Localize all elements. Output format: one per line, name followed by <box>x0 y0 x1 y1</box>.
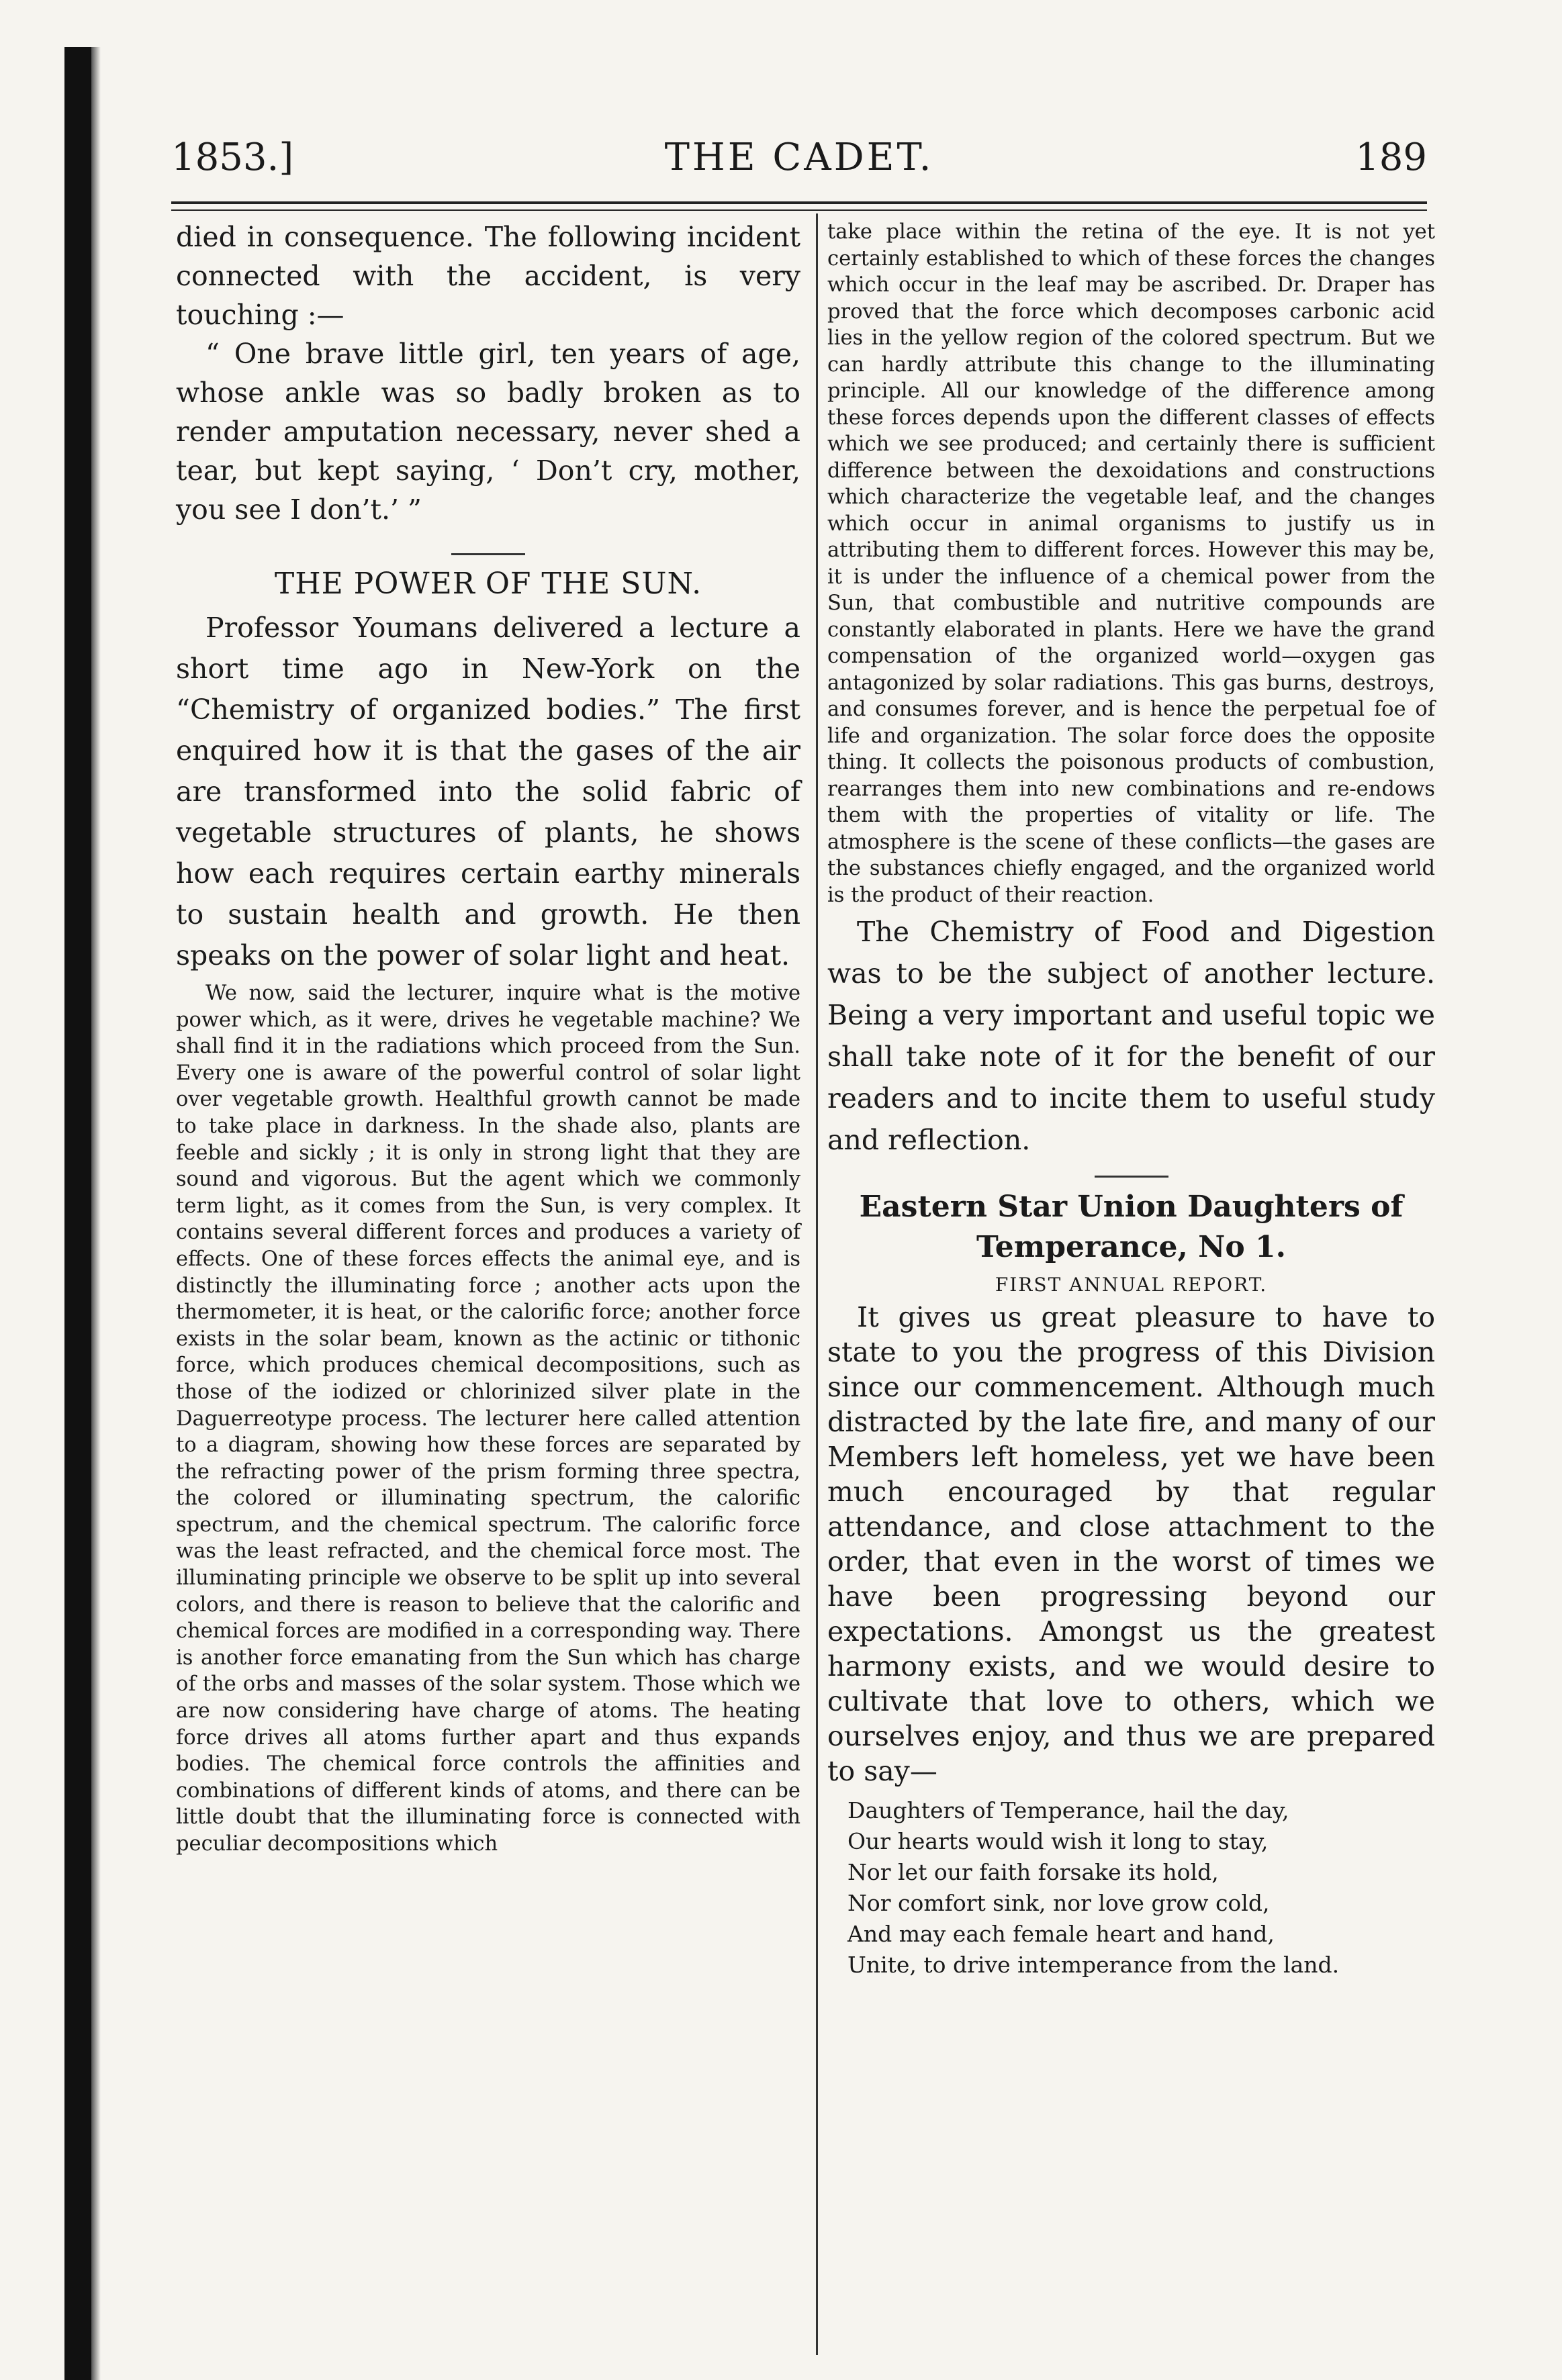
poem-line: Unite, to drive intemperance from the land. <box>847 1952 1340 1978</box>
poem-line: Daughters of Temperance, hail the day, <box>847 1797 1289 1823</box>
continuation-paragraph: take place within the retina of the eye. It is not yet certainly established to which of these forces the changes which occur in the leaf may be ascribed. Dr. Draper has proved that the force which decomposes carbonic acid lies in the yellow region of the colored spectrum. But we can hardly attribute this change to the illuminating principle. All our knowledge of the difference among these forces depends upon the different classes of effects which we see produced; and certainly there is sufficient difference between the dexoidations and constructions which characterize the vegetable leaf, and the changes which occur in animal organisms to justify us in attributing them to different forces. However this may be, it is under the influence of a chemical power from the Sun, that combustible and nutritive compounds are constantly elaborated in plants. Here we have the grand compensation of the organized world—oxygen gas antagonized by solar radiations. This gas burns, destroys, and consumes forever, and is hence the perpetual foe of life and organization. The solar force does the opposite thing. It collects the poisonous products of combustion, rearranges them into new combinations and re-endows them with the properties of vitality or life. The atmosphere is the scene of these conflicts—the gases are the substances chiefly engaged, and the organized world is the product of their reaction. <box>827 220 1435 907</box>
section-rule <box>451 553 525 555</box>
lead-paragraph: Professor Youmans delivered a lecture a short time ago in New-York on the “Chemistry of organized bodies.” The first enquired how it is that the gases of the air are transformed into the solid fabric of vegetable structures of plants, he shows how each requires certain earthy minerals to sustain health and growth. He then speaks on the power of solar light and heat. <box>176 612 800 971</box>
poem-line: And may each female heart and hand, <box>847 1921 1275 1947</box>
page-number: 189 <box>1355 136 1427 179</box>
section-rule-2 <box>1095 1176 1168 1178</box>
header-title: THE CADET. <box>664 136 934 179</box>
binding-shadow <box>91 47 101 2380</box>
column-divider <box>816 213 818 2355</box>
report-paragraph: It gives us great pleasure to have to state to you the progress of this Division since our commencement. Although much distracted by the late fire, and many of our Members left homeless, yet we have been much encouraged by that regular attendance, and close attachment to the order, that even in the worst of times we have been progressing beyond our expectations. Amongst us the greatest harmony exists, and we would desire to cultivate that love to others, which we ourselves enjoy, and thus we are prepared to say— <box>827 1301 1435 1787</box>
binding-spine <box>64 47 91 2380</box>
intro-paragraph-2: “ One brave little girl, ten years of age, whose ankle was so badly broken as to render amputation necessary, never shed a tear, but kept saying, ‘ Don’t cry, mother, you see I don’t.’ ” <box>176 338 800 526</box>
header-rule-thin <box>171 209 1427 211</box>
poem-line: Nor let our faith forsake its hold, <box>847 1859 1219 1885</box>
left-column <box>176 213 800 1858</box>
body-paragraph: We now, said the lecturer, inquire what is the motive power which, as it were, drives he vegetable machine? We shall find it in the radiations which proceed from the Sun. Every one is aware of the powerful control of solar light over vegetable growth. Healthful growth cannot be made to take place in darkness. In the shade also, plants are feeble and sickly ; it is only in strong light that they are sound and vigorous. But the agent which we commonly term light, as it comes from the Sun, is very complex. It contains several different forces and produces a variety of effects. One of these forces effects the animal eye, and is distinctly the illuminating force ; another acts upon the thermometer, it is heat, or the calorific force; another force exists in the solar beam, known as the actinic or tithonic force, which produces chemical decompositions, such as those of the iodized or chlorinized silver plate in the Daguerreotype process. The lecturer here called attention to a diagram, showing how these forces are separated by the refracting power of the prism forming three spectra, the colored or illuminating spectrum, the calorific spectrum, and the chemical spectrum. The calorific force was the least refracted, and the chemical force most. The illuminating principle we observe to be split up into several colors, and there is reason to believe that the calorific and chemical forces are modified in a corresponding way. There is another force emanating from the Sun which has charge of the orbs and masses of the solar system. Those which we are now considering have charge of atoms. The heating force drives all atoms further apart and thus expands bodies. The chemical force controls the affinities and combinations of different kinds of atoms, and there can be little doubt that the illuminating force is connected with peculiar decompositions which <box>176 982 800 1856</box>
poem <box>827 1795 1435 1981</box>
article-heading-daughters-of-temperance: Eastern Star Union Daughters of Temperance, No 1. <box>859 1190 1404 1264</box>
article-heading-power-of-sun: THE POWER OF THE SUN. <box>274 567 702 601</box>
running-header <box>171 131 1427 191</box>
poem-line: Our hearts would wish it long to stay, <box>847 1828 1269 1854</box>
closing-paragraph: The Chemistry of Food and Digestion was to be the subject of another lecture. Being a very important and useful topic we shall take note of it for the benefit of our readers and to incite them to useful study and reflection. <box>827 916 1435 1156</box>
header-rule-thick <box>171 201 1427 204</box>
intro-paragraph-1: died in consequence. The following incident connected with the accident, is very touching :— <box>176 221 800 331</box>
right-column <box>827 213 1435 1981</box>
report-subheading: FIRST ANNUAL REPORT. <box>995 1274 1268 1296</box>
header-date: 1853.] <box>171 136 294 179</box>
poem-line: Nor comfort sink, nor love grow cold, <box>847 1890 1270 1916</box>
